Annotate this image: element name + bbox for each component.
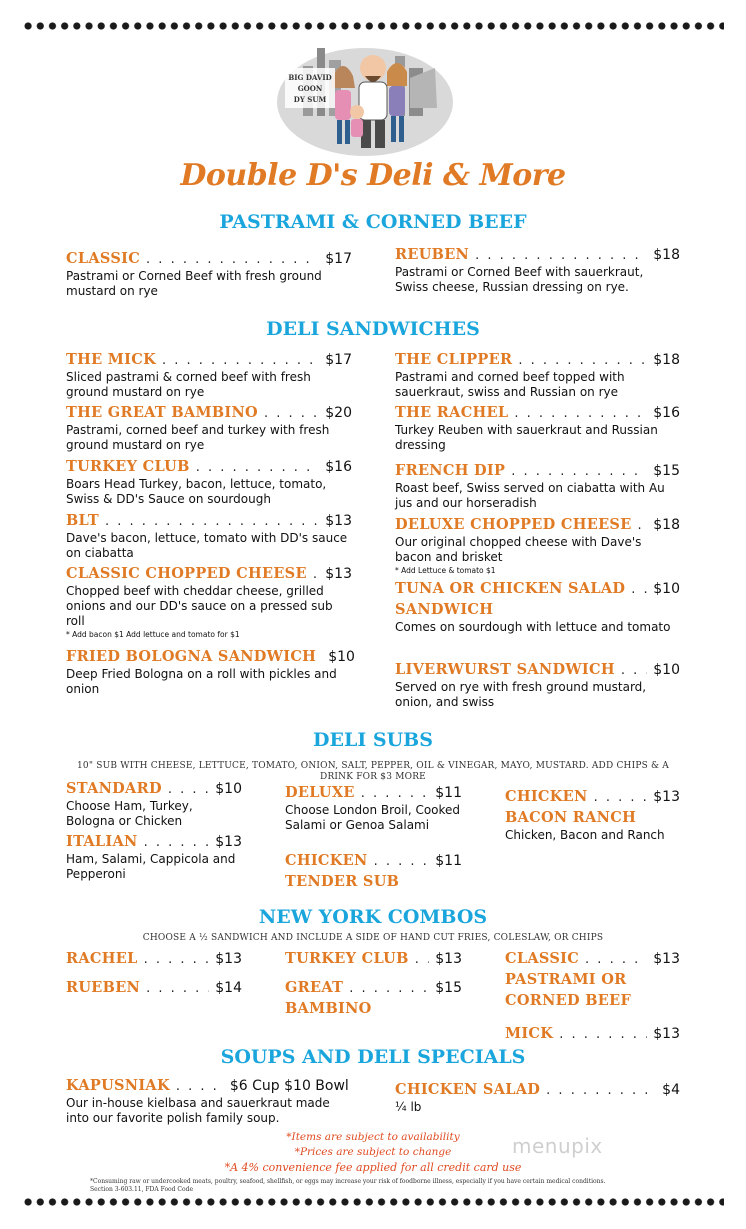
menu-item-the-rachel: THE RACHEL . . . $16 Turkey Reuben with sauerkraut and Russian dressing bbox=[395, 404, 680, 453]
combo-item-turkey-club: TURKEY CLUB . . . $13 bbox=[285, 950, 462, 967]
section-heading-soups: SOUPS AND DELI SPECIALS bbox=[220, 1046, 526, 1068]
svg-text:BIG DAVID: BIG DAVID bbox=[288, 73, 332, 82]
dot-border-bottom bbox=[22, 1196, 724, 1208]
section-heading-pastrami: PASTRAMI & CORNED BEEF bbox=[219, 211, 527, 233]
combo-item-rueben: RUEBEN . . . $14 bbox=[66, 979, 242, 996]
menu-item-fried-bologna-sandwich: FRIED BOLOGNA SANDWICH $10 Deep Fried Bologna on a roll with pickles and onion bbox=[66, 648, 355, 696]
menu-item-turkey-club: TURKEY CLUB . . . $16 Boars Head Turkey, bacon, lettuce, tomato, Swiss & DD's Sauce on sourdough bbox=[66, 458, 352, 507]
section-heading-new-york-combos: NEW YORK COMBOS bbox=[258, 906, 488, 928]
menu-item-deluxe-sub: DELUXE . . . $11 Choose London Broil, Cooked Salami or Genoa Salami bbox=[285, 784, 462, 833]
menu-item-french-dip: FRENCH DIP . . . $15 Roast beef, Swiss served on ciabatta with Au jus and our horseradish bbox=[395, 462, 680, 511]
menu-item-the-great-bambino: THE GREAT BAMBINO . . . $20 Pastrami, corned beef and turkey with fresh ground mustard on rye bbox=[66, 404, 352, 453]
menu-item-chicken-tender-sub: CHICKEN . . . $11 TENDER SUB bbox=[285, 852, 462, 890]
section-note-combos: CHOOSE A ½ SANDWICH AND INCLUDE A SIDE OF HAND CUT FRIES, COLESLAW, OR CHIPS bbox=[142, 933, 604, 943]
menu-item-classic-chopped-cheese: CLASSIC CHOPPED CHEESE . . . $13 Chopped beef with cheddar cheese, grilled onions and our DD's sauce on a pressed sub roll * Add bacon $1 Add lettuce and tomato for $1 bbox=[66, 565, 352, 639]
legal-disclaimer: *Consuming raw or undercooked meats, poultry, seafood, shellfish, or eggs may increase your risk of foodborne illness, especially if you have certain medical conditions. Section 3-603.11, FDA Food Code bbox=[90, 1178, 606, 1193]
section-heading-deli-subs: DELI SUBS bbox=[313, 729, 433, 751]
menu-item-reuben: REUBEN . . . $18 Pastrami or Corned Beef with sauerkraut, Swiss cheese, Russian dressing on rye. bbox=[395, 246, 680, 295]
menu-item-italian-sub: ITALIAN . . . $13 Ham, Salami, Cappicola and Pepperoni bbox=[66, 833, 242, 882]
menu-item-kapusniak: KAPUSNIAK . . . $6 Cup $10 Bowl Our in-house kielbasa and sauerkraut made into our favorite polish family soup. bbox=[66, 1077, 356, 1126]
note-convenience-fee: *A 4% convenience fee applied for all credit card use bbox=[224, 1161, 522, 1174]
menu-item-blt: BLT . . . $13 Dave's bacon, lettuce, tomato with DD's sauce on ciabatta bbox=[66, 512, 352, 561]
menu-item-liverwurst-sandwich: LIVERWURST SANDWICH . . . $10 Served on rye with fresh ground mustard, onion, and swiss bbox=[395, 661, 680, 710]
page-title: Double D's Deli & More bbox=[180, 158, 566, 193]
menu-item-chicken-salad: CHICKEN SALAD . . . $4 ¼ lb bbox=[395, 1081, 680, 1115]
note-availability: *Items are subject to availability bbox=[286, 1131, 460, 1143]
combo-item-classic-pastrami: CLASSIC . . . $13 PASTRAMI OR CORNED BEEF bbox=[505, 950, 680, 1009]
menu-item-classic: CLASSIC . . . $17 Pastrami or Corned Beef with fresh ground mustard on rye bbox=[66, 250, 352, 299]
footer-notes bbox=[0, 1130, 746, 1175]
menupix-watermark: menupix bbox=[512, 1134, 603, 1158]
section-heading-deli-sandwiches: DELI SANDWICHES bbox=[266, 318, 480, 340]
menu-item-the-clipper: THE CLIPPER . . . $18 Pastrami and corned beef topped with sauerkraut, swiss and Russian on rye bbox=[395, 351, 680, 400]
section-note-deli-subs: 10" SUB WITH CHEESE, LETTUCE, TOMATO, ONION, SALT, PEPPER, OIL & VINEGAR, MAYO, MUSTARD. ADD CHIPS & A DRINK FOR $3 MORE bbox=[76, 761, 669, 782]
combo-item-great-bambino: GREAT . . . $15 BAMBINO bbox=[285, 979, 462, 1017]
menu-item-the-mick: THE MICK . . . $17 Sliced pastrami & corned beef with fresh ground mustard on rye bbox=[66, 351, 352, 400]
menu-item-deluxe-chopped-cheese: DELUXE CHOPPED CHEESE . . . $18 Our original chopped cheese with Dave's bacon and brisket * Add Lettuce & tomato $1 bbox=[395, 516, 680, 575]
combo-item-rachel: RACHEL . . . $13 bbox=[66, 950, 242, 967]
svg-text:DY SUM: DY SUM bbox=[293, 95, 327, 104]
combo-item-mick: MICK . . . $13 bbox=[505, 1025, 680, 1042]
menu-item-standard-sub: STANDARD . . . $10 Choose Ham, Turkey, Bologna or Chicken bbox=[66, 780, 242, 829]
svg-text:GOON: GOON bbox=[297, 84, 323, 93]
dot-border-top bbox=[22, 20, 724, 32]
note-prices: *Prices are subject to change bbox=[294, 1146, 452, 1158]
menu-item-tuna-or-chicken-salad: TUNA OR CHICKEN SALAD . . . $10 SANDWICH Comes on sourdough with lettuce and tomato bbox=[395, 580, 680, 635]
menu-item-chicken-bacon-ranch-sub: CHICKEN . . . $13 BACON RANCH Chicken, Bacon and Ranch bbox=[505, 788, 680, 843]
deli-logo-illustration bbox=[275, 38, 455, 156]
